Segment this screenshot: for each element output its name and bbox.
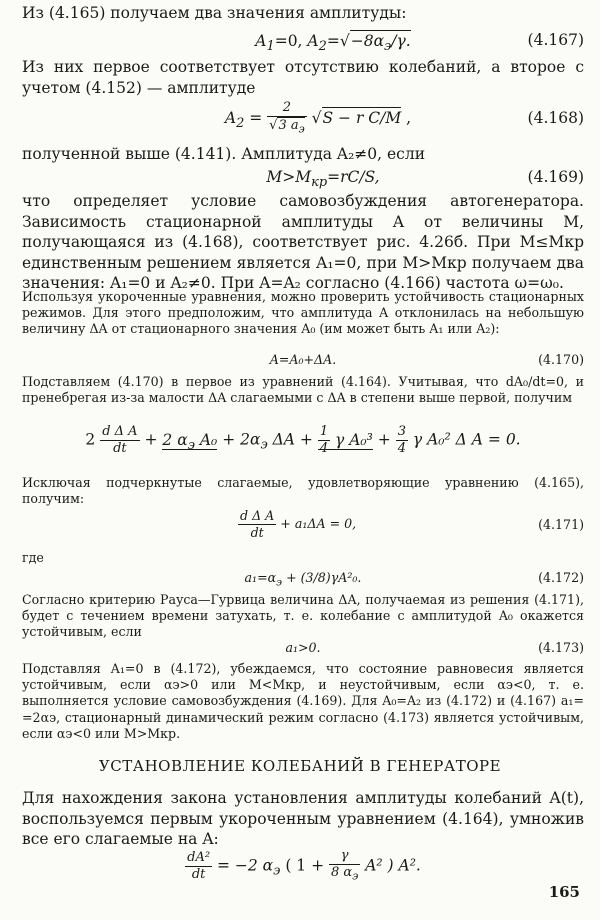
equation-4-172: $a_1=\alpha_э + (3/8)\gamma A^2_0$. (4.172) [244,570,584,589]
equation-number: (4.170) [538,352,584,367]
paragraph-7: Исключая подчеркнутые слагаемые, удовлетворяющие уравнению (4.165), получим: [22,475,584,507]
page-number: 165 [548,883,580,901]
paragraph-2: Из них первое соответствует отсутствию колебаний, а второе с учетом (4.152) — амплитуде [22,58,584,97]
equation-number: (4.173) [538,640,584,655]
equation-4-173: a₁>0. (4.173) [285,640,584,655]
equation-4-171: $\frac{\text{d Δ A}}{dt}$ + a₁ΔA = 0, (4.171) [240,508,584,541]
paragraph-1: Из (4.165) получаем два значения амплитуды: [22,4,407,22]
equation-final: $\frac{\text{dA²}}{dt}$ = −2 $\alpha_э$ ( 1 + $\frac{\gamma}{8 \alpha_э}$ A² ) A². [187,848,421,883]
sqrt-sign: √ [339,32,350,50]
paragraph-4: что определяет условие самовозбуждения автогенератора. Зависимость стационарной амплитуды A от величины M, получающаяся из (4.168), соответствует рис. 4.26б. При M≤Mкр единственным решением является A₁=0, при M>Mкр получаем два значения: A₁=0 и A₂≠0. При A=A₂ согласно (4.166) частота ω=ω₀. [22,192,584,292]
equation-number: (4.168) [527,109,584,127]
equation-4-170: A=A₀+ΔA. (4.170) [269,352,584,367]
underlined-term: $\frac{1}{4}$ γ A₀³ [319,424,373,456]
where-label: где [22,550,44,565]
equation-4-167: $A_1=0$, $A_2=√-8\alpha_э/\gamma$. (4.167) [22,30,584,56]
paragraph-10: Для нахождения закона установления амплитуды колебаний A(t), воспользуемся первым укороченным уравнением (4.164), умножив все его слагаемые на A: [22,789,584,848]
paragraph-3: полученной выше (4.141). Амплитуда A₂≠0, если [22,145,426,163]
underlined-term: 2 $\alpha_э$ A₀ [162,430,218,453]
section-heading: УСТАНОВЛЕНИЕ КОЛЕБАНИЙ В ГЕНЕРАТОРЕ [98,757,502,775]
equation-number: (4.171) [538,517,584,532]
equation-number: (4.172) [538,570,584,585]
equation-4-168: $A_2$ = $\frac{2}{√3 a_э}$ √S − r C/M , (4.168) [224,100,584,136]
paragraph-9: Подставляя A₁=0 в (4.172), убеждаемся, что состояние равновесия является устойчивым, если αэ>0 или M<Mкр, и неустойчивым, если αэ<0, т. е. выполняется условие самовозбуждения (4.169). Для A₀=A₂ из (4.172) и (4.167) a₁= =2αэ, стационарный динамический режим согласно (4.173) является устойчивым, если αэ<0 или M>Mкр. [22,661,584,741]
paragraph-5: Используя укороченные уравнения, можно проверить устойчивость стационарных режимов. Для этого предположим, что амплитуда A отклонилась на небольшую величину ΔA от стационарного значения A₀ (им может быть A₁ или A₂): [22,289,584,337]
paragraph-6: Подставляем (4.170) в первое из уравнений (4.164). Учитывая, что dA₀/dt=0, и пренебрегая из-за малости ΔA слагаемыми с ΔA в степени выше первой, получим [22,374,584,406]
equation-number: (4.167) [527,31,584,49]
paragraph-8: Согласно критерию Рауса—Гурвица величина ΔA, получаемая из решения (4.171), будет с течением времени затухать, т. е. колебание с амплитудой A₀ окажется устойчивым, если [22,592,584,640]
equation-linearized: 2 $\frac{\text{d Δ A}}{dt}$ + 2 $\alpha_э$ $A_0 + 2\alpha_э$ ΔA + $\frac{1}{4}$ γ A₀³ + $\frac{3}{4}$ γ A₀² Δ A = 0. [85,424,521,456]
equation-4-169: $M>M_{кр}=rC/S$, (4.169) [266,168,584,191]
equation-number: (4.169) [527,168,584,186]
